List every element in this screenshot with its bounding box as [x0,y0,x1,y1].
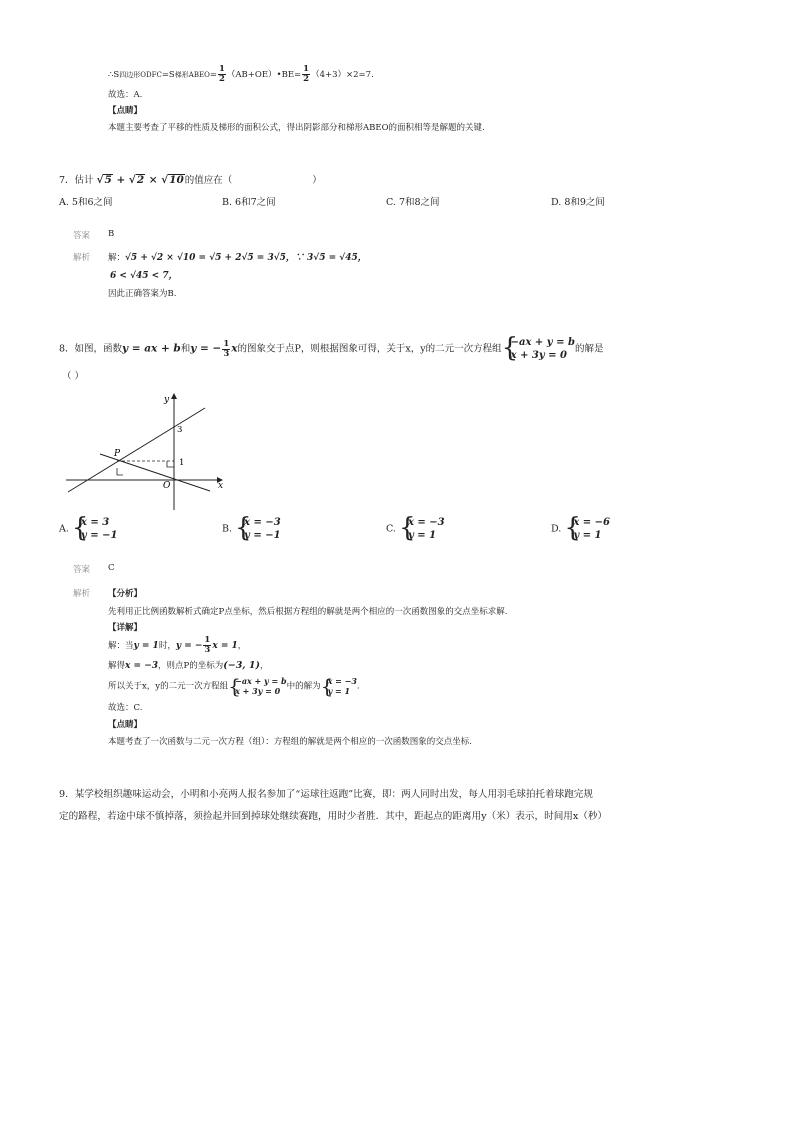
option-letter: D. [551,523,562,535]
formula-text: （AB+OE）•BE= [226,70,302,80]
formula-text: ∴S [108,70,120,80]
detail-system: { −ax + y = b x + 3y = 0 [228,674,287,698]
q8-equation-system: { −ax + y = b x + 3y = 0 [501,333,575,363]
formula-sub: 梯形ABEO [174,71,210,79]
q8-comment-tag: 【点睛】 [108,720,143,730]
detail-text: 中的解为 [286,681,321,692]
q8-option-b[interactable] [222,513,281,543]
q8-detail-line2 [108,659,269,671]
q8-answer-paren: （ ） [62,371,85,382]
prev-area-formula [108,65,374,84]
option-system: { x = 3 y = −1 [71,513,118,543]
detail-text: ， [237,641,247,651]
q7-expression: √5 + √2 × √10 [96,174,184,186]
formula-sub: 四边形ODFC [119,71,162,79]
detail-math: (−3, 1) [223,660,261,671]
q8-graph [60,388,240,514]
q7-option-a[interactable]: A. 5和6之间 [59,197,113,208]
q8-function-1: y = ax + b [122,342,181,355]
detail-text: 所以关于x，y的二元一次方程组 [108,681,229,692]
q8-option-c[interactable] [386,513,445,543]
line-ax-plus-b [68,408,205,492]
q7-solution-line1 [108,250,367,263]
q8-detail-line1 [108,636,246,655]
q8-prefix: 8．如图，函数 [59,343,123,355]
prev-comment: 本题主要考查了平移的性质及梯形的面积公式，得出阴影部分和梯形ABEO的面积相等是解题的关键. [108,123,485,133]
q8-mid-text: 的图象交于点P，则根据图象可得，关于x，y的二元一次方程组 [237,343,502,355]
q8-answer-label: 答案 [73,565,91,575]
point-p-label: P [114,449,121,459]
y-axis-label: y [164,395,170,405]
fraction: $\frac{1}{2}$ [218,64,225,84]
q8-detail-tag: 【详解】 [108,623,143,633]
tick-label-1: 1 [179,458,185,468]
q8-function-2-var: x [231,342,238,355]
detail-text: ，则点P的坐标为 [158,661,224,671]
detail-text: ， [260,661,269,671]
q8-stem [59,333,604,363]
detail-math: y = 1 [133,641,159,651]
q8-option-a[interactable] [59,513,118,543]
formula-text: = [209,70,217,80]
q7-stem [59,172,322,186]
option-letter: B. [222,523,233,535]
right-angle-mark [167,461,174,467]
q8-tail: 的解是 [574,343,604,355]
fraction: $\frac{1}{3}$ [204,635,211,655]
fraction: $\frac{1}{2}$ [303,64,310,84]
q8-answer-value: C [108,563,115,573]
option-system: { x = −3 y = 1 [398,513,445,543]
prev-answer: 故选：A. [108,90,143,100]
q8-analysis-label: 解析 [73,589,91,599]
solution-math: 6 < √45 < 7， [110,271,178,281]
q7-suffix: 的值应在（ [184,175,233,186]
q7-prefix: 7．估计 [59,175,94,186]
x-axis-label: x [218,481,224,491]
q8-and: 和 [180,343,191,355]
detail-text: 解：当 [108,641,134,651]
q7-option-d[interactable]: D. 8和9之间 [551,197,605,208]
detail-text: 时， [158,641,176,651]
detail-solution-system: { x = −3 y = 1 [320,674,357,698]
prev-comment-tag: 【点睛】 [108,106,143,116]
option-system: { x = −6 y = 1 [564,513,610,543]
option-system: { x = −3 y = −1 [235,513,281,543]
q8-analysis-tag: 【分析】 [108,589,143,599]
q7-option-b[interactable]: B. 6和7之间 [222,197,276,208]
q8-detail-line3 [108,676,360,696]
detail-math: y = − [175,641,203,651]
q7-solution-line3: 因此正确答案为B. [108,289,177,299]
q9-line2: 定的路程，若途中球不慎掉落，须捡起并回到掉球处继续赛跑，用时少者胜．其中，距起点的距离用y（米）表示，时间用x（秒） [59,811,608,822]
detail-text: 解得 [108,661,126,671]
origin-label: O [163,481,171,491]
q7-analysis-label: 解析 [73,253,91,263]
q7-close: ） [312,175,322,186]
solution-math: √5 + √2 × √10 = √5 + 2√5 = 3√5，∵ 3√5 = √45， [125,253,367,263]
q8-option-d[interactable] [551,513,610,543]
detail-text: . [356,681,360,692]
option-letter: C. [386,523,396,535]
fraction: $\frac{1}{3}$ [223,338,230,359]
q8-function-2: y = − [190,342,222,355]
option-letter: A. [59,523,69,535]
q9-line1: 9．某学校组织趣味运动会，小明和小亮两人报名参加了“运球往返跑”比赛，即：两人同时出发，每人用羽毛球拍托着球跑完规 [59,789,593,800]
q8-analysis-text: 先利用正比例函数解析式确定P点坐标，然后根据方程组的解就是两个相应的一次函数图象的交点坐标求解. [108,607,508,617]
q8-comment: 本题考查了一次函数与二元一次方程（组）：方程组的解就是两个相应的一次函数图象的交点坐标. [108,737,472,747]
detail-math: x = −3 [125,661,158,671]
solution-prefix: 解： [108,253,126,263]
line-minus-third-x [100,454,210,491]
formula-text: =S [161,70,175,80]
formula-text: （4+3）×2=7. [311,70,374,80]
right-angle-mark [117,468,123,475]
q7-answer-value: B [108,229,115,239]
q7-solution-line2 [110,268,178,281]
tick-label-3: 3 [177,425,183,435]
q7-option-c[interactable]: C. 7和8之间 [386,197,440,208]
q7-answer-label: 答案 [73,231,91,241]
q8-detail-line4: 故选：C. [108,703,143,713]
detail-math: x = 1 [212,641,238,651]
